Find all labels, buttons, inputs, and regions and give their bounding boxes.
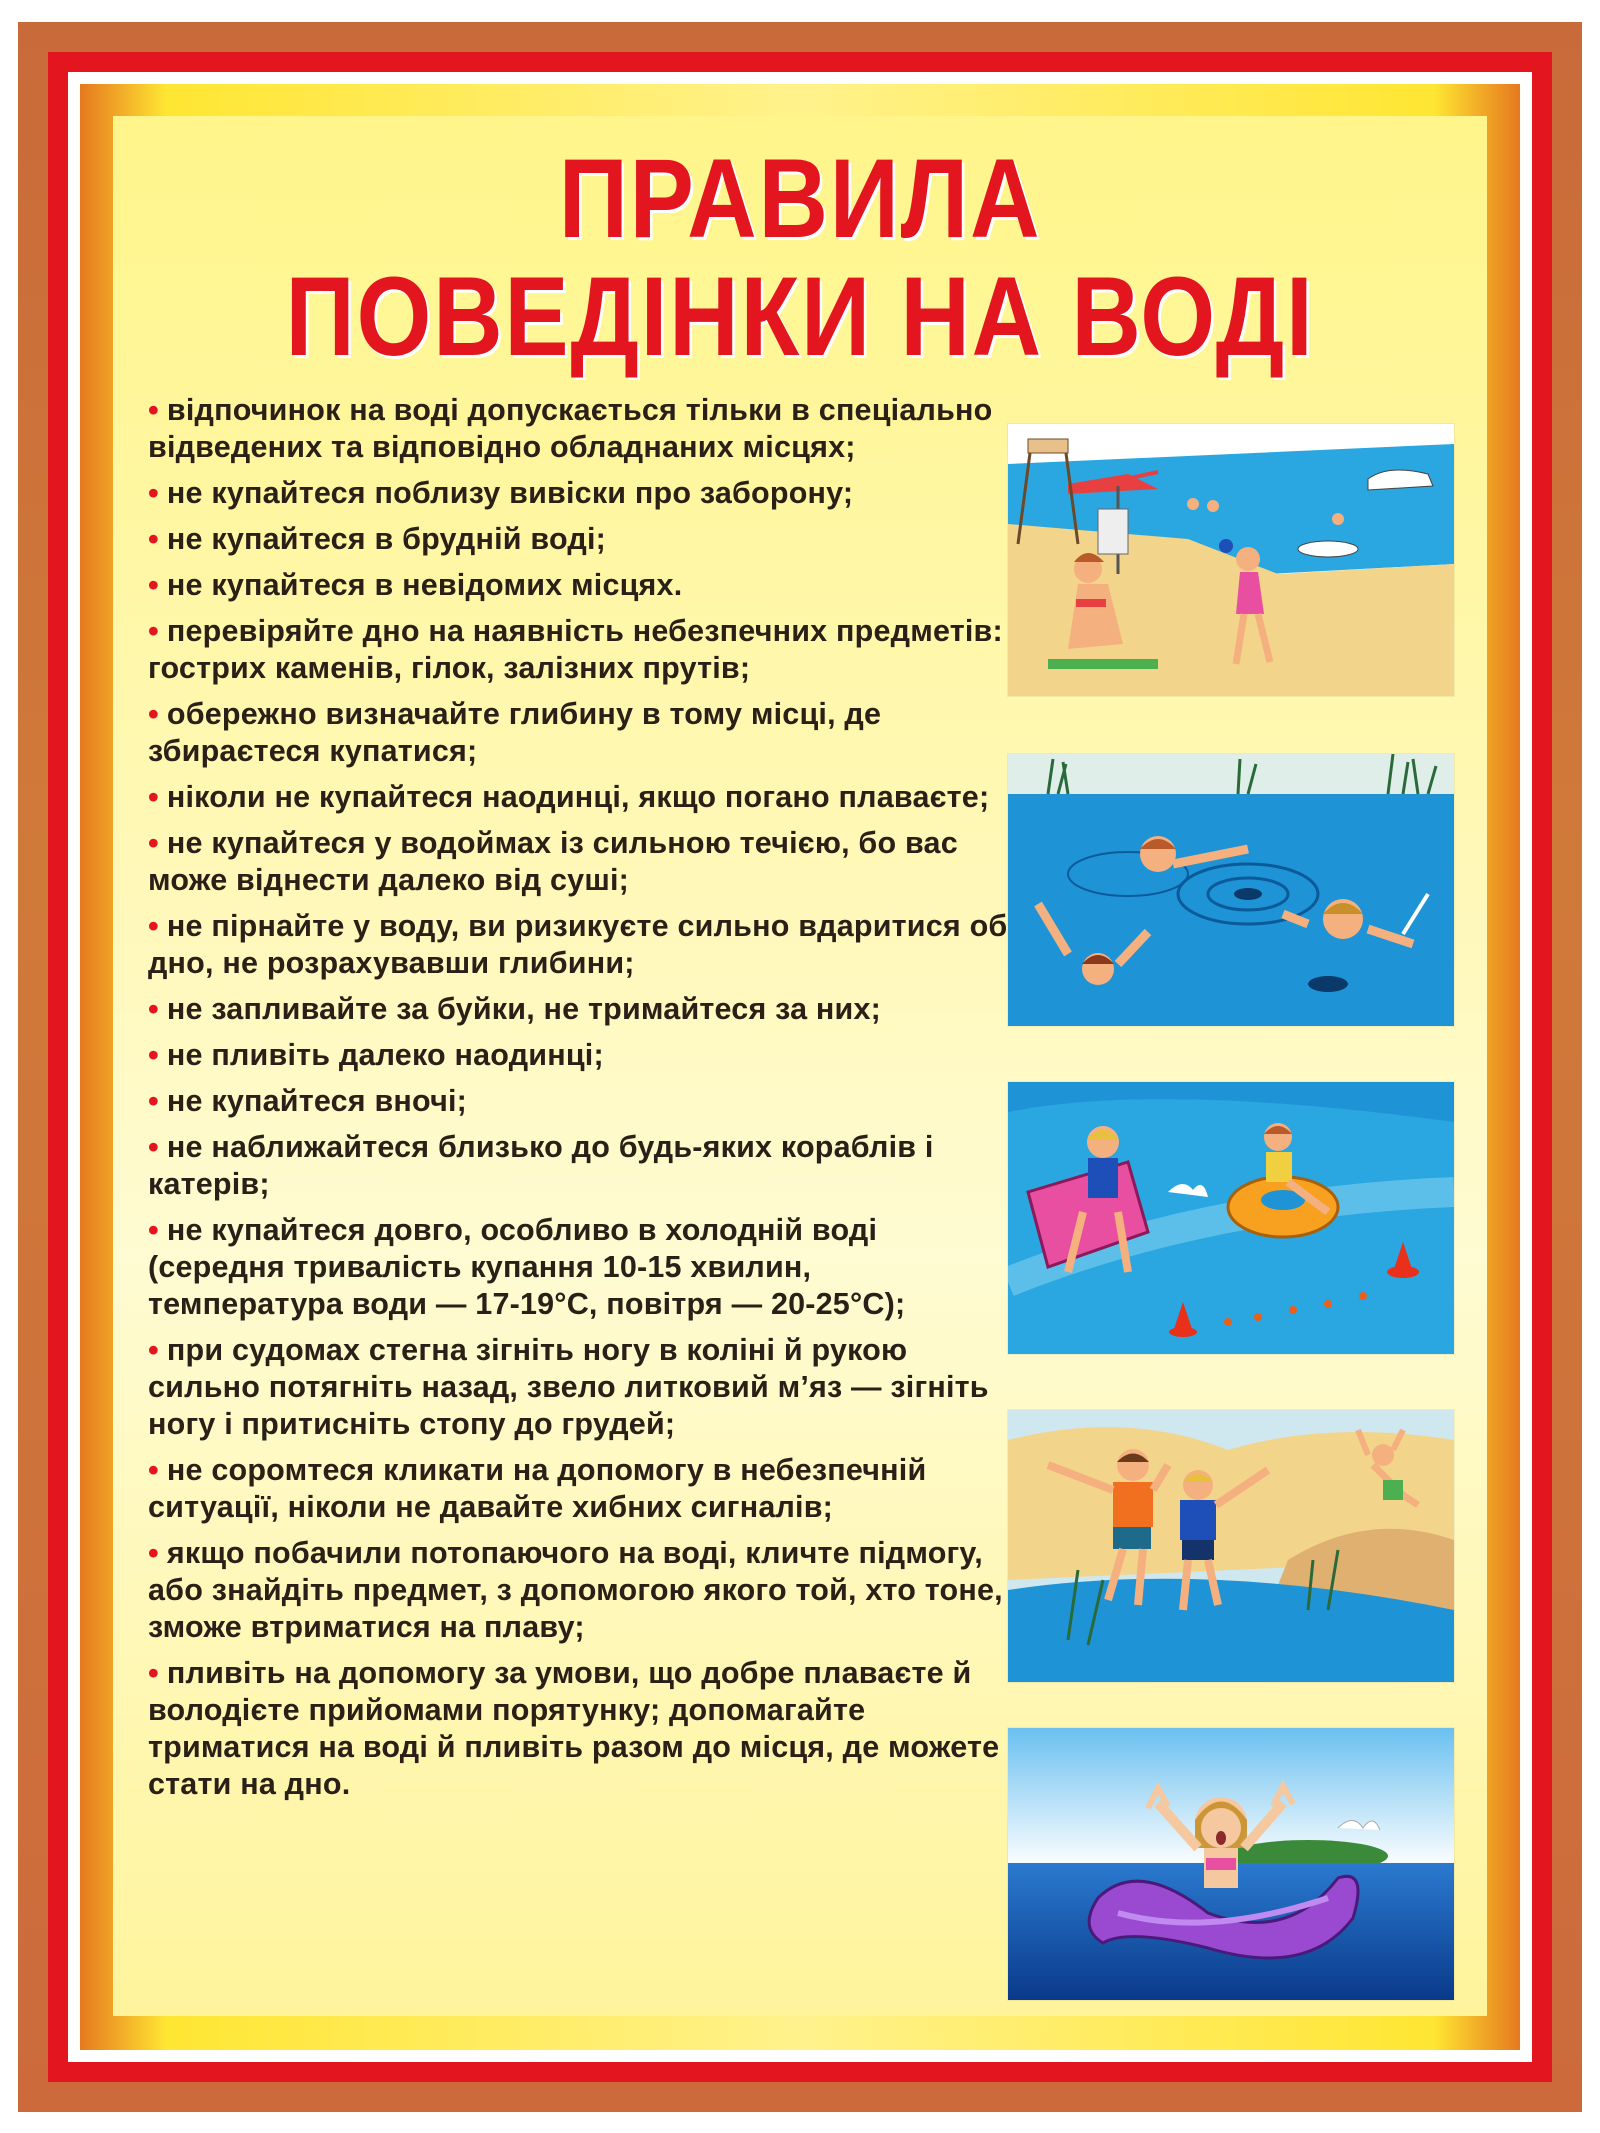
bullet-icon: • [148, 1038, 159, 1072]
bullet-icon: • [148, 1453, 159, 1487]
bullet-icon: • [148, 697, 159, 731]
bullet-icon: • [148, 780, 159, 814]
rule-item: • не купайтеся поблизу вивіски про заборону; [148, 476, 854, 510]
bullet-icon: • [148, 1213, 159, 1247]
rule-item: • не пірнайте у воду, ви ризикуєте сильно вдаритися об дно, не розрахувавши глибини; [148, 909, 1008, 980]
rule-item: • відпочинок на воді допускається тільки в спеціально відведених та відповідно обладнаних місцях; [148, 393, 993, 464]
rule-item: • ніколи не купайтеся наодинці, якщо погано плаваєте; [148, 780, 990, 814]
rule-item: • якщо побачили потопаючого на воді, кличте підмогу, або знайдіть предмет, з допомогою якого той, хто тоне, зможе втриматися на плаву; [148, 1536, 1003, 1644]
bullet-icon: • [148, 826, 159, 860]
rule-item: • не запливайте за буйки, не тримайтеся за них; [148, 992, 882, 1026]
title-line-2: ПОВЕДІНКИ НА ВОДІ [285, 254, 1315, 379]
rule-item: • не купайтеся вночі; [148, 1084, 468, 1118]
bullet-icon: • [148, 1084, 159, 1118]
inflatable-scene-icon [1008, 1728, 1454, 2000]
rule-item: • не пливіть далеко наодинці; [148, 1038, 604, 1072]
bullet-icon: • [148, 476, 159, 510]
rule-item: • не купайтеся в невідомих місцях. [148, 568, 683, 602]
rule-item: • при судомах стегна зігніть ногу в коліні й рукою сильно потягніть назад, звело литковий м’яз — зігніть ногу і притисніть стопу до грудей; [148, 1333, 989, 1441]
title-line-1: ПРАВИЛА [558, 136, 1042, 261]
bullet-icon: • [148, 992, 159, 1026]
swimming-scene-icon [1008, 754, 1454, 1026]
swimming-illustration [1008, 754, 1454, 1026]
bullet-icon: • [148, 522, 159, 556]
jumping-scene-icon [1008, 1410, 1454, 1682]
rule-item: • обережно визначайте глибину в тому місці, де збираєтеся купатися; [148, 697, 882, 768]
beach-scene-icon [1008, 424, 1454, 696]
inflatable-illustration [1008, 1728, 1454, 2000]
bullet-icon: • [148, 614, 159, 648]
rules-list [148, 392, 1008, 1812]
bullet-icon: • [148, 1333, 159, 1367]
rule-item: • не купайтеся у водоймах із сильною течією, бо вас може віднести далеко від суші; [148, 826, 958, 897]
bullet-icon: • [148, 568, 159, 602]
bullet-icon: • [148, 1130, 159, 1164]
rule-item: • перевіряйте дно на наявність небезпечних предметів: гострих каменів, гілок, залізних прутів; [148, 614, 1003, 685]
bullet-icon: • [148, 1656, 159, 1690]
rule-item: • пливіть на допомогу за умови, що добре плаваєте й володієте прийомами порятунку; допомагайте триматися на воді й пливіть разом до місця, де можете стати на дно. [148, 1656, 1000, 1801]
buoys-illustration [1008, 1082, 1454, 1354]
jumping-illustration [1008, 1410, 1454, 1682]
bullet-icon: • [148, 393, 159, 427]
beach-illustration [1008, 424, 1454, 696]
bullet-icon: • [148, 909, 159, 943]
rule-item: • не наближайтеся близько до будь-яких кораблів і катерів; [148, 1130, 934, 1201]
buoys-scene-icon [1008, 1082, 1454, 1354]
rule-item: • не купайтеся в брудній воді; [148, 522, 606, 556]
rule-item: • не соромтеся кликати на допомогу в небезпечній ситуації, ніколи не давайте хибних сигналів; [148, 1453, 927, 1524]
rule-item: • не купайтеся довго, особливо в холодній воді (середня тривалість купання 10-15 хвилин, температура води — 17-19°С, повітря — 20-25°С); [148, 1213, 906, 1321]
poster-title [209, 136, 1391, 379]
bullet-icon: • [148, 1536, 159, 1570]
